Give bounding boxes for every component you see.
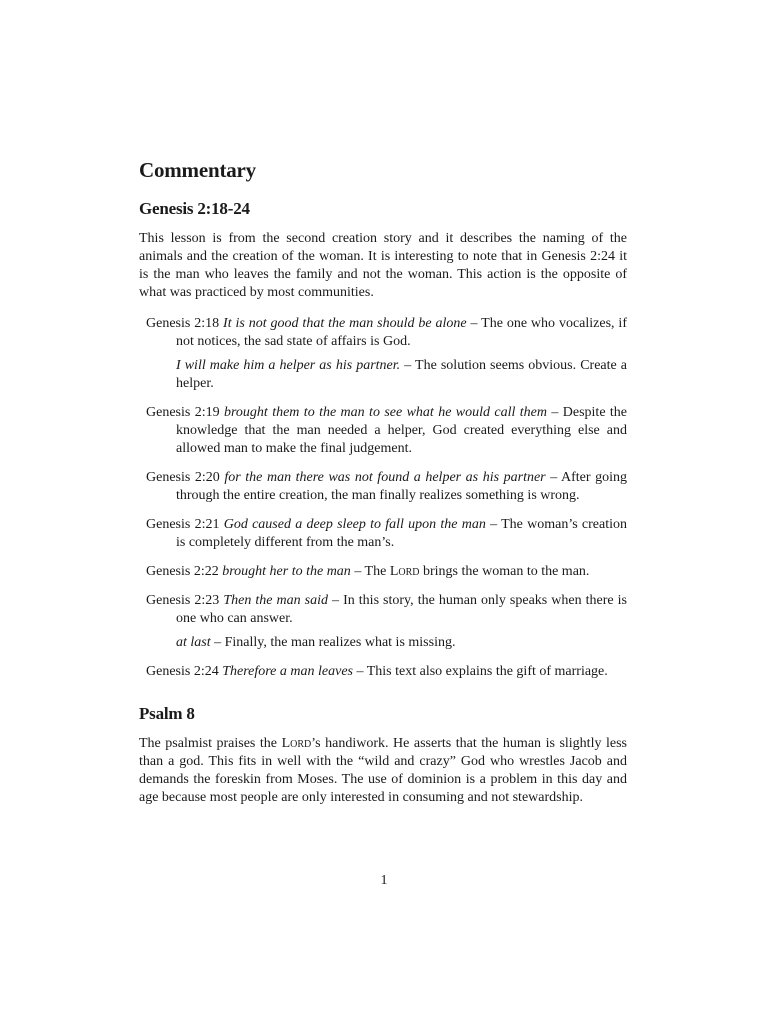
entry-quote: God caused a deep sleep to fall upon the man bbox=[223, 517, 486, 532]
entry-genesis-2-20 bbox=[146, 469, 627, 505]
psalm-heading: Psalm 8 bbox=[139, 704, 195, 723]
divine-name: Lord bbox=[281, 736, 312, 751]
entry-ref: Genesis 2:23 bbox=[146, 593, 220, 608]
entry-quote: brought her to the man bbox=[222, 564, 351, 579]
entry-genesis-2-21 bbox=[146, 516, 627, 552]
entry-genesis-2-22 bbox=[146, 563, 627, 581]
entry-quote: It is not good that the man should be alone bbox=[223, 316, 467, 331]
entry-quote: Then the man said bbox=[223, 593, 328, 608]
divine-name: Lord bbox=[389, 564, 420, 579]
entry-comment: – In this story, the human only speaks when there is one who can answer. bbox=[176, 593, 628, 626]
entry-subnote bbox=[176, 634, 627, 652]
entry-ref: Genesis 2:19 bbox=[146, 405, 220, 420]
page-title: Commentary bbox=[139, 158, 256, 182]
entry-sub-comment: – The solution seems obvious. Create a helper. bbox=[176, 358, 627, 391]
page-content bbox=[139, 156, 627, 807]
entry-ref: Genesis 2:20 bbox=[146, 470, 220, 485]
entry-comment: – The woman’s creation is completely different from the man’s. bbox=[176, 517, 628, 550]
entry-subnote bbox=[176, 357, 627, 393]
entry-ref: Genesis 2:24 bbox=[146, 664, 219, 679]
psalm-section bbox=[139, 702, 627, 807]
genesis-entry-list bbox=[146, 315, 627, 681]
entry-ref: Genesis 2:21 bbox=[146, 517, 220, 532]
entry-comment: – The one who vocalizes, if not notices, the sad state of affairs is God. bbox=[176, 316, 627, 349]
page-number: 1 bbox=[380, 873, 388, 888]
entry-quote: Therefore a man leaves bbox=[222, 664, 353, 679]
genesis-intro: This lesson is from the second creation story and it describes the naming of the animals and the creation of the woman. It is interesting to note that in Genesis 2:24 it is the man who leaves the family and not the woman. This action is the opposite of what was practiced by most communities. bbox=[139, 231, 627, 300]
entry-comment: – Despite the knowledge that the man needed a helper, God created everything else and allowed man to make the final judgement. bbox=[176, 405, 628, 456]
entry-sub-comment: – Finally, the man realizes what is missing. bbox=[210, 635, 456, 650]
entry-comment-pre: – The bbox=[350, 564, 390, 579]
entry-ref: Genesis 2:22 bbox=[146, 564, 219, 579]
entry-comment-post: brings the woman to the man. bbox=[419, 564, 590, 579]
entry-genesis-2-19 bbox=[146, 404, 627, 458]
psalm-text-pre: The psalmist praises the bbox=[139, 736, 282, 751]
entry-genesis-2-23 bbox=[146, 592, 627, 652]
entry-quote: brought them to the man to see what he would call them bbox=[224, 405, 547, 420]
genesis-heading: Genesis 2:18-24 bbox=[139, 199, 250, 218]
entry-ref: Genesis 2:18 bbox=[146, 316, 220, 331]
psalm-text bbox=[139, 735, 627, 807]
entry-sub-quote: at last bbox=[176, 635, 211, 650]
psalm-text-post: ’s handiwork. He asserts that the human is slightly less than a god. This fits in well with the “wild and crazy” God who wrestles Jacob and demands the foreskin from Moses. The use of dominion is a problem in this day and age because most people are only interested in consuming and not stewardship. bbox=[139, 736, 627, 805]
entry-comment: – After going through the entire creation, the man finally realizes something is wrong. bbox=[176, 470, 628, 503]
entry-comment: – This text also explains the gift of marriage. bbox=[352, 664, 608, 679]
entry-quote: for the man there was not found a helper as his partner bbox=[224, 470, 546, 485]
entry-sub-quote: I will make him a helper as his partner. bbox=[176, 358, 401, 373]
entry-genesis-2-18 bbox=[146, 315, 627, 393]
entry-genesis-2-24 bbox=[146, 663, 627, 681]
